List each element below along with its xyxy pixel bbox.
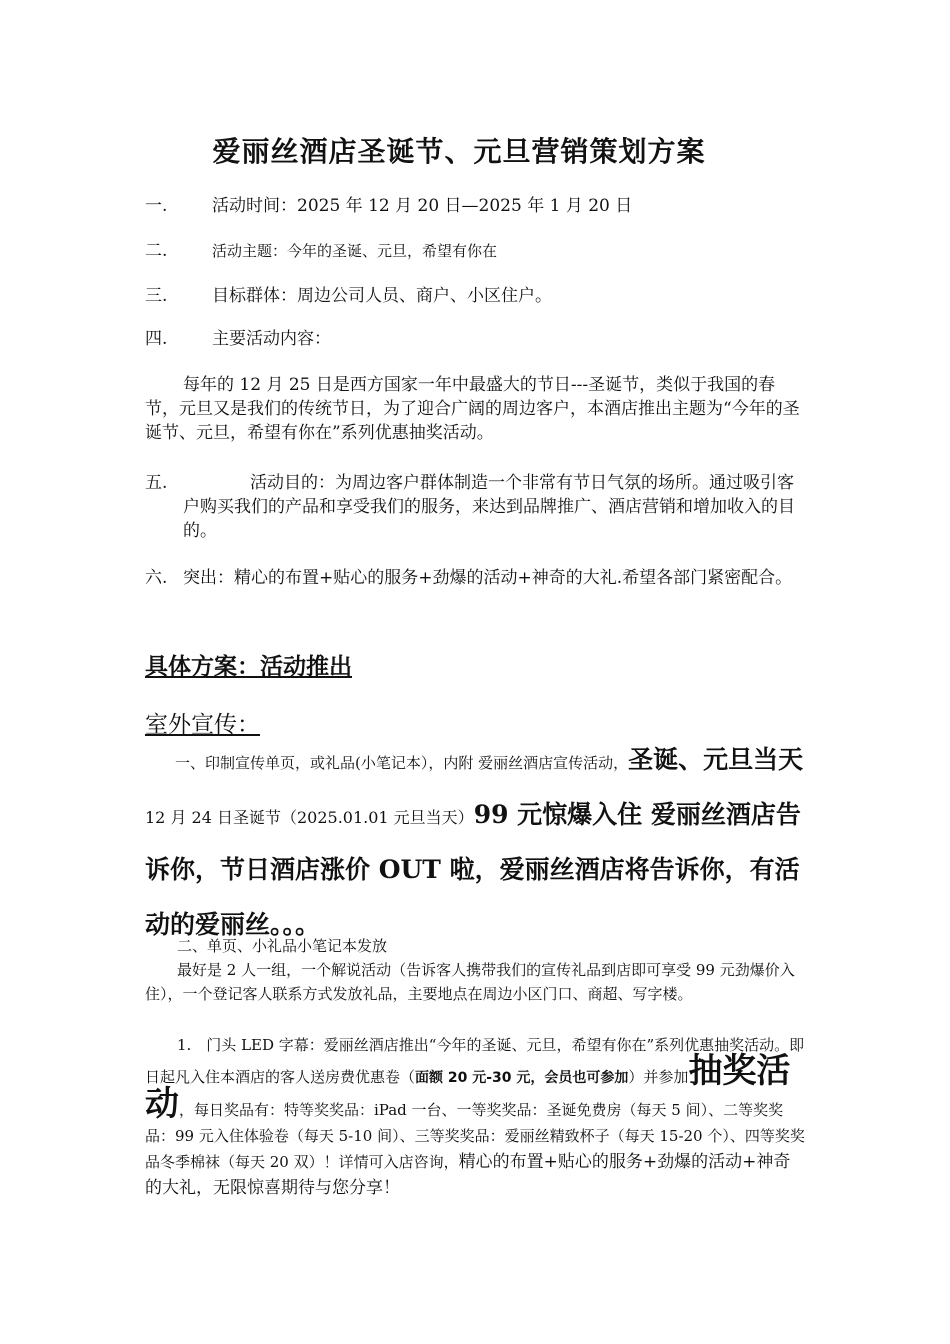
item-activity-time: [145, 194, 632, 218]
item-activity-purpose: [145, 471, 810, 543]
section-leaflet-distribution: [145, 934, 815, 1006]
promo-text-4: 99 元惊爆入住 爱丽丝酒店告诉你，节日酒店涨价 OUT 啦，爱丽丝酒店将告诉你，有活动的爱丽丝。。。: [145, 800, 801, 939]
section-heading: 二、单页、小礼品小笔记本发放: [177, 937, 388, 955]
item-target-group: [145, 284, 552, 308]
item-text: 活动主题：今年的圣诞、元旦，希望有你在: [212, 242, 498, 260]
heading-specific-plan: 具体方案：活动推出: [145, 653, 352, 680]
led-text-c: ，每日奖品有：特等奖奖品：iPad 一台、一等奖奖品：圣诞免费房（每天 5 间）、二等奖奖品：99 元入住体验卷（每天 5-10 间）、三等奖奖品：爱丽丝精致杯子（每天 15-20 个）、四等奖奖品冬季棉袜（每天 20 双）！详情可入店咨询，: [145, 1101, 805, 1171]
item-number: 二.: [145, 241, 168, 261]
item-text: 突出：精心的布置+贴心的服务+劲爆的活动+神奇的大礼.希望各部门紧密配合。: [183, 568, 793, 588]
item-highlight: [145, 566, 810, 590]
led-text-a: 1. 门头 LED 字幕：爱丽丝酒店推出“今年的圣诞、元旦，希望有你在”系列优惠抽奖活动。即日起凡入住本酒店的客人送房费优惠卷（: [145, 1036, 805, 1086]
item-text: 活动时间：2025 年 12 月 20 日—2025 年 1 月 20 日: [212, 196, 633, 216]
led-text-d: 精心的布置+贴心的服务+劲爆的活动+神奇的大礼，无限惊喜期待与您分享！: [145, 1152, 791, 1198]
item-text: 目标群体：周边公司人员、商户、小区住户。: [212, 286, 552, 306]
item-main-content: [145, 327, 331, 351]
item-text: 活动目的：为周边客户群体制造一个非常有节日气氛的场所。通过吸引客户购买我们的产品和享受我们的服务，来达到品牌推广、酒店营销和增加收入的目的。: [183, 473, 795, 541]
led-huge-text: 抽奖活动: [145, 1051, 791, 1124]
document-title: 爱丽丝酒店圣诞节、元旦营销策划方案: [212, 135, 706, 168]
led-bold-text: 面额 20 元-30 元，会员也可参加: [415, 1070, 629, 1086]
promo-text-2: 圣诞、元旦当天: [628, 745, 804, 774]
item-number: 一.: [145, 196, 168, 216]
intro-paragraph: 每年的 12 月 25 日是西方国家一年中最盛大的节日---圣诞节，类似于我国的春节，元旦又是我们的传统节日，为了迎合广阔的周边客户，本酒店推出主题为“今年的圣诞节、元旦，希望有你在”系列优惠抽奖活动。: [145, 375, 800, 443]
promo-text-3: 12 月 24 日圣诞节（2025.01.01 元旦当天）: [145, 808, 474, 827]
item-number: 三.: [145, 286, 168, 306]
item-number: 五.: [145, 473, 168, 493]
heading-outdoor-promotion: 室外宣传：: [145, 712, 260, 738]
section-led-banner: [145, 1032, 805, 1201]
led-text-b: ）并参加: [628, 1068, 689, 1086]
promo-paragraph: [145, 734, 810, 954]
item-number: 六.: [145, 568, 168, 588]
item-activity-theme: [145, 239, 497, 263]
promo-text-1: 一、印制宣传单页，或礼品(小笔记本），内附 爱丽丝酒店宣传活动，: [175, 754, 629, 772]
item-number: 四.: [145, 329, 168, 349]
item-text: 主要活动内容：: [212, 329, 331, 349]
section-body: 最好是 2 人一组，一个解说活动（告诉客人携带我们的宣传礼品到店即可享受 99 元劲爆价入住），一个登记客人联系方式发放礼品，主要地点在周边小区门口、商超、写字楼。: [145, 961, 795, 1003]
